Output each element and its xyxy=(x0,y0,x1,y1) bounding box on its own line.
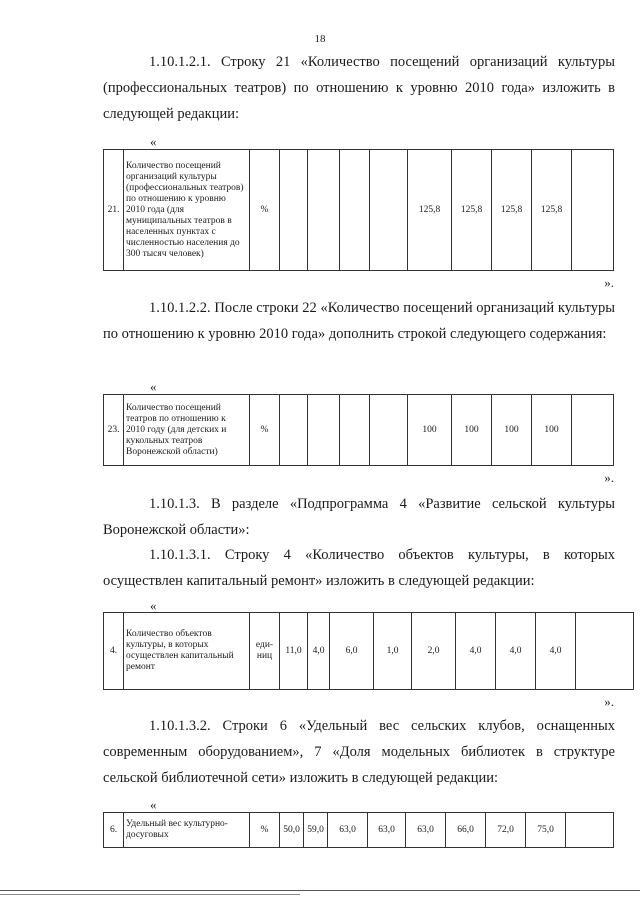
table-row-23 xyxy=(103,394,614,466)
value-cell xyxy=(308,395,340,466)
row-number: 6. xyxy=(104,813,124,848)
value-cell: 75,0 xyxy=(526,813,566,848)
value-cell xyxy=(572,395,614,466)
unit: % xyxy=(250,395,280,466)
paragraph-2: 1.10.1.2.2. После строки 22 «Количество посещений организаций культуры по отношению к уровню 2010 года» дополнить строкой следующего содержания: xyxy=(103,300,615,342)
value-cell: 2,0 xyxy=(412,613,456,690)
value-cell: 125,8 xyxy=(532,150,572,271)
value-cell: 125,8 xyxy=(408,150,452,271)
table-row-6 xyxy=(103,812,614,848)
value-cell xyxy=(566,813,614,848)
row-number: 21. xyxy=(104,150,124,271)
paragraph-5: 1.10.1.3.2. Строки 6 «Удельный вес сельских клубов, оснащенных современным оборудованием», 7 «Доля модельных библиотек в структуре сельской библиотечной сети» изложить в следующей редакции: xyxy=(103,718,615,786)
value-cell xyxy=(370,150,408,271)
scan-edge-line xyxy=(0,890,640,891)
value-cell: 100 xyxy=(532,395,572,466)
paragraph-4: 1.10.1.3.1. Строку 4 «Количество объектов культуры, в которых осуществлен капитальный ремонт» изложить в следующей редакции: xyxy=(103,547,615,589)
value-cell: 63,0 xyxy=(368,813,406,848)
value-cell: 50,0 xyxy=(280,813,304,848)
quote-open: « xyxy=(150,379,157,394)
value-cell xyxy=(576,613,634,690)
value-cell: 63,0 xyxy=(328,813,368,848)
value-cell xyxy=(280,395,308,466)
indicator-name: Количество посещений организаций культуры (профессиональных театров) по отношению к уровню 2010 года (для муниципальных театров в населенных пунктах с численностью населения до 300 тысяч человек) xyxy=(124,150,250,271)
value-cell xyxy=(308,150,340,271)
unit: % xyxy=(250,150,280,271)
quote-open: « xyxy=(150,598,157,613)
value-cell: 125,8 xyxy=(492,150,532,271)
quote-open: « xyxy=(150,797,157,812)
paragraph-1: 1.10.1.2.1. Строку 21 «Количество посещений организаций культуры (профессиональных театров) по отношению к уровню 2010 года» изложить в следующей редакции: xyxy=(103,54,615,122)
value-cell: 11,0 xyxy=(280,613,308,690)
table-row-21 xyxy=(103,149,614,271)
value-cell: 125,8 xyxy=(452,150,492,271)
value-cell: 63,0 xyxy=(406,813,446,848)
value-cell: 1,0 xyxy=(374,613,412,690)
indicator-name: Количество посещений театров по отношению к 2010 году (для детских и кукольных театров Воронежской области) xyxy=(124,395,250,466)
quote-close: ». xyxy=(604,694,614,709)
value-cell: 100 xyxy=(492,395,532,466)
value-cell: 100 xyxy=(408,395,452,466)
value-cell: 59,0 xyxy=(304,813,328,848)
value-cell xyxy=(340,395,370,466)
scan-edge-line xyxy=(0,894,300,895)
value-cell xyxy=(572,150,614,271)
unit: еди-ниц xyxy=(250,613,280,690)
row-number: 23. xyxy=(104,395,124,466)
quote-open: « xyxy=(150,134,157,149)
value-cell xyxy=(340,150,370,271)
value-cell xyxy=(280,150,308,271)
value-cell: 72,0 xyxy=(486,813,526,848)
indicator-name: Удельный вес культурно-досуговых xyxy=(124,813,250,848)
value-cell: 66,0 xyxy=(446,813,486,848)
paragraph-3: 1.10.1.3. В разделе «Подпрограмма 4 «Развитие сельской культуры Воронежской области»: xyxy=(103,496,615,538)
value-cell: 4,0 xyxy=(456,613,496,690)
value-cell: 4,0 xyxy=(496,613,536,690)
value-cell: 4,0 xyxy=(536,613,576,690)
value-cell: 100 xyxy=(452,395,492,466)
row-number: 4. xyxy=(104,613,124,690)
quote-close: ». xyxy=(604,275,614,290)
table-row-4 xyxy=(103,612,634,690)
value-cell xyxy=(370,395,408,466)
indicator-name: Количество объектов культуры, в которых осуществлен капитальный ремонт xyxy=(124,613,250,690)
value-cell: 6,0 xyxy=(330,613,374,690)
value-cell: 4,0 xyxy=(308,613,330,690)
quote-close: ». xyxy=(604,470,614,485)
page-number: 18 xyxy=(314,33,326,45)
unit: % xyxy=(250,813,280,848)
